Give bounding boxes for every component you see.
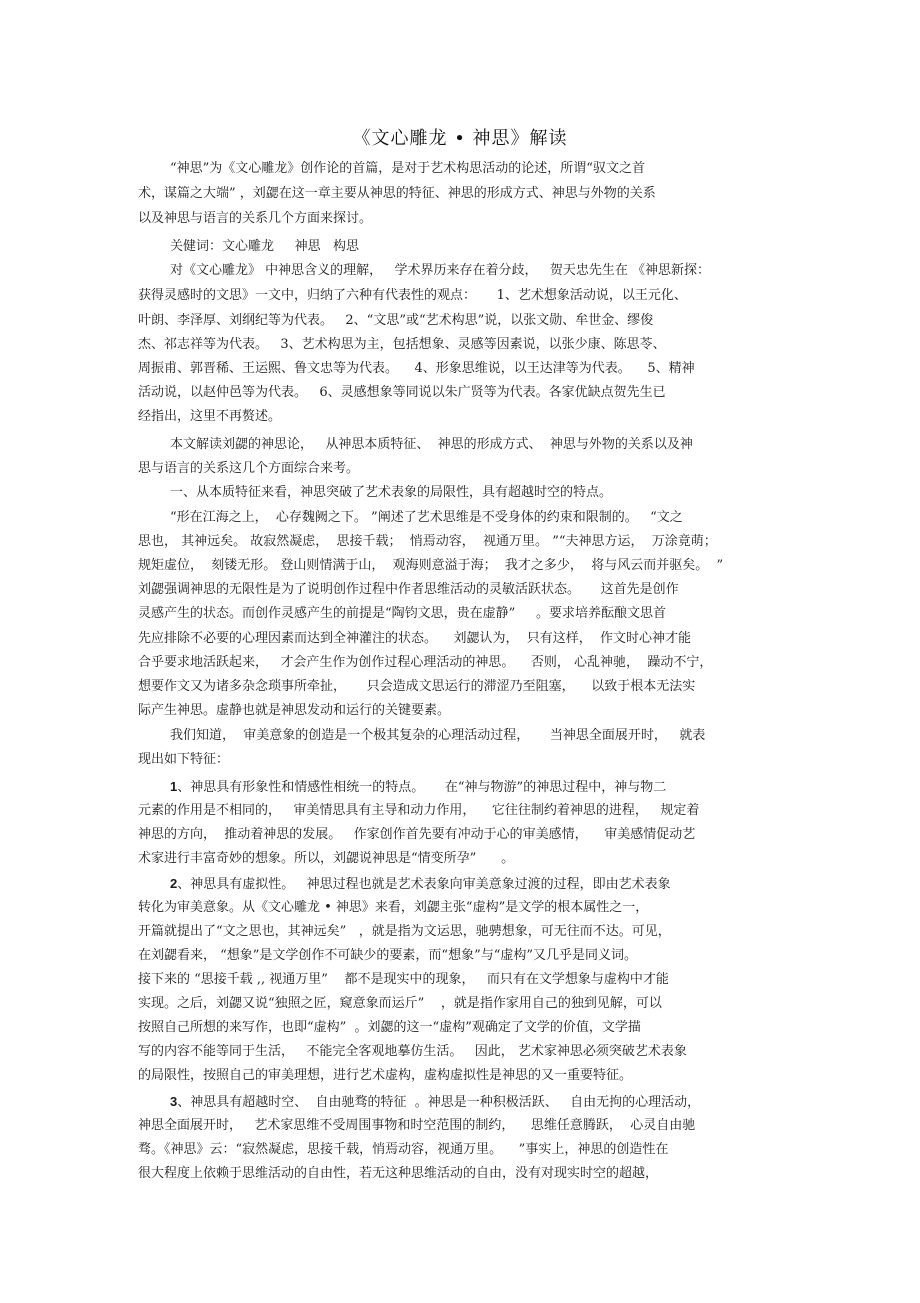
line-text: 、神思具有虚拟性。 神思过程也就是艺术表象向审美意象过渡的过程，即由艺术表象 xyxy=(177,877,671,892)
text-line xyxy=(138,850,514,868)
line-text: 接下来的 “思接千载 ,, 视通万里” 都不是现实中的现象， 而只有在文学想象与虚构中才能 xyxy=(138,972,669,987)
text-line xyxy=(138,336,666,354)
section-number: 2 xyxy=(170,876,178,891)
text-line xyxy=(138,1019,641,1037)
text-line xyxy=(170,778,666,797)
line-text: 神思的方向， 推动着神思的发展。 作家创作首先要有冲动于心的审美感情， 审美感情促动艺 xyxy=(138,827,696,842)
text-line xyxy=(138,802,699,820)
line-text: 思也， 其神远矣。 故寂然凝虑， 思接千载； 悄焉动容， 视通万里。 ”“夫神思方运， 万涂竟萌； xyxy=(138,534,717,549)
line-text: 、神思具有超越时空、 自由驰骛的特征 。神思是一种积极活跃、 自由无拘的心理活动， xyxy=(177,1095,701,1110)
text-line xyxy=(138,971,669,989)
line-text: 思与语言的关系这几个方面综合来考。 xyxy=(138,461,360,476)
text-line xyxy=(138,1117,695,1135)
text-line xyxy=(138,312,653,330)
line-text: 、神思具有形象性和情感性相统一的特点。 在“神与物游”的神思过程中，神与物二 xyxy=(177,780,667,795)
text-line xyxy=(138,185,656,203)
document-title: 《文心雕龙 • 神思》解读 xyxy=(352,128,568,149)
text-line xyxy=(138,678,695,696)
line-text: 际产生神思。虚静也就是神思发动和运行的关键要素。 xyxy=(138,703,451,718)
line-text: 骛。《神思》云：“寂然凝虑，思接千载，悄焉动容，视通万里。 ”事实上，神思的创造性在 xyxy=(138,1142,669,1157)
line-text: 刘勰强调神思的无限性是为了说明创作过程中作者思维活动的灵敏活跃状态。 这首先是创作 xyxy=(138,582,679,597)
line-text: 叶朗、李泽厚、刘纲纪等为代表。 2、“文思”或“艺术构思”说，以张文勋、牟世金、缪俊 xyxy=(138,313,654,328)
line-text: 灵感产生的状态。而创作灵感产生的前提是“陶钧文思，贵在虚静” 。要求培养酝酿文思首 xyxy=(138,606,666,621)
text-line xyxy=(138,408,281,426)
line-text: 元素的作用是不相同的， 审美情思具有主导和动力作用， 它往往制约着神思的进程， 规定着 xyxy=(138,803,700,818)
line-text: 术，谋篇之大端” ，刘勰在这一章主要从神思的特征、神思的形成方式、神思与外物的关系 xyxy=(138,186,656,201)
text-line xyxy=(138,702,450,720)
section-number: 3 xyxy=(170,1094,178,1109)
text-line xyxy=(138,947,637,965)
text-line xyxy=(138,460,359,478)
line-text: 先应排除不必要的心理因素而达到全神灌注的状态。 刘勰认为， 只有这样， 作文时心神才能 xyxy=(138,631,692,646)
text-line xyxy=(138,557,723,575)
text-line xyxy=(170,262,710,280)
line-text: 很大程度上依赖于思维活动的自由性，若无这种思维活动的自由，没有对现实时空的超越， xyxy=(138,1166,659,1181)
text-line xyxy=(170,727,705,745)
text-line xyxy=(138,1165,658,1183)
text-line xyxy=(138,630,691,648)
text-line xyxy=(138,899,648,917)
line-text: 写的内容不能等同于生活， 不能完全客观地摹仿生活。 因此， 艺术家神思必须突破艺术表象 xyxy=(138,1044,687,1059)
line-text: 杰、祁志祥等为代表。 3、艺术构思为主，包括想象、灵感等因素说，以张少康、陈思苓、 xyxy=(138,337,666,352)
line-text: 关健词：文心雕龙 神思 构思 xyxy=(170,239,360,254)
line-text: 现出如下特征： xyxy=(138,752,230,767)
line-text: 神思全面展开时， 艺术家思维不受周围事物和时空范围的制约， 思维任意腾跃， 心灵自由驰 xyxy=(138,1118,696,1133)
line-text: “形在江海之上， 心存魏阙之下。 ”阐述了艺术思维是不受身体的约束和限制的。 “文之 xyxy=(170,510,683,525)
text-line xyxy=(138,923,671,941)
line-text: 获得灵感时的文思》一文中，归纳了六种有代表性的观点： 1、艺术想象活动说，以王元化、 xyxy=(138,288,687,303)
text-line xyxy=(138,360,695,378)
text-line xyxy=(138,1043,687,1061)
text-line xyxy=(138,533,717,551)
text-line xyxy=(138,826,695,844)
text-line xyxy=(170,1093,700,1112)
line-text: 想要作文又为诸多杂念琐事所牵扯， 只会造成文思运行的滞涩乃至阻塞， 以致于根本无法实 xyxy=(138,679,696,694)
line-text: 一、从本质特征来看，神思突破了艺术表象的局限性，具有超越时空的特点。 xyxy=(170,485,613,500)
text-line xyxy=(170,484,612,502)
line-text: 周振甫、郭晋稀、王运熙、鲁文忠等为代表。 4、形象思维说，以王达津等为代表。 5、精神 xyxy=(138,361,695,376)
line-text: 按照自己所想的来写作，也即“虚构” 。刘勰的这一“虚构”观确定了文学的价值，文学描 xyxy=(138,1020,641,1035)
text-line xyxy=(170,160,645,178)
line-text: 在刘勰看来， “想象”是文学创作不可缺少的要素，而“想象”与“虚构”又几乎是同义词。 xyxy=(138,948,638,963)
line-text: 开篇就提出了“文之思也，其神远矣” ，就是指为文运思，驰骋想象，可无往而不达。可见， xyxy=(138,924,671,939)
text-line xyxy=(138,751,229,769)
line-text: 本文解读刘勰的神思论， 从神思本质特征、 神思的形成方式、 神思与外物的关系以及神 xyxy=(170,437,693,452)
section-number: 1 xyxy=(170,779,178,794)
line-text: 以及神思与语言的关系几个方面来探讨。 xyxy=(138,211,373,226)
text-line xyxy=(138,1067,632,1085)
line-text: 活动说，以赵仲邑等为代表。 6、灵感想象等同说以朱广贤等为代表。各家优缺点贺先生已 xyxy=(138,385,666,400)
text-line xyxy=(138,605,666,623)
text-line xyxy=(138,654,712,672)
line-text: 实现。之后，刘勰又说“独照之匠，窥意象而运斤” ，就是指作家用自己的独到见解，可以 xyxy=(138,996,662,1011)
text-line xyxy=(138,287,687,305)
line-text: 的局限性，按照自己的审美理想，进行艺术虚构，虚构虚拟性是神思的又一重要特征。 xyxy=(138,1068,633,1083)
text-line xyxy=(170,436,693,454)
text-line xyxy=(138,995,662,1013)
text-line xyxy=(138,581,679,599)
text-line xyxy=(170,509,683,527)
text-line xyxy=(138,210,372,228)
text-line xyxy=(138,1141,668,1159)
line-text: 术家进行丰富奇妙的想象。所以，刘勰说神思是“情变所孕” 。 xyxy=(138,851,515,866)
line-text: 合乎要求地活跃起来， 才会产生作为创作过程心理活动的神思。 否则， 心乱神驰， 躁动不宁， xyxy=(138,655,713,670)
line-text: 对《文心雕龙》 中神思含义的理解， 学术界历来存在着分歧， 贺天忠先生在 《神思新探： xyxy=(170,263,711,278)
line-text: 经指出，这里不再赘述。 xyxy=(138,409,282,424)
text-line xyxy=(170,875,671,894)
text-line xyxy=(138,384,666,402)
line-text: 我们知道， 审美意象的创造是一个极其复杂的心理活动过程， 当神思全面展开时， 就表 xyxy=(170,728,706,743)
line-text: “神思”为《文心雕龙》创作论的首篇，是对于艺术构思活动的论述，所谓“驭文之首 xyxy=(170,161,645,176)
text-line xyxy=(170,238,359,256)
line-text: 转化为审美意象。从《文心雕龙 • 神思》来看，刘勰主张“虚构”是文学的根本属性之一， xyxy=(138,900,649,915)
line-text: 规矩虚位， 刻镂无形。 登山则情满于山， 观海则意溢于海； 我才之多少， 将与风云而并驱矣。 ” xyxy=(138,558,724,573)
